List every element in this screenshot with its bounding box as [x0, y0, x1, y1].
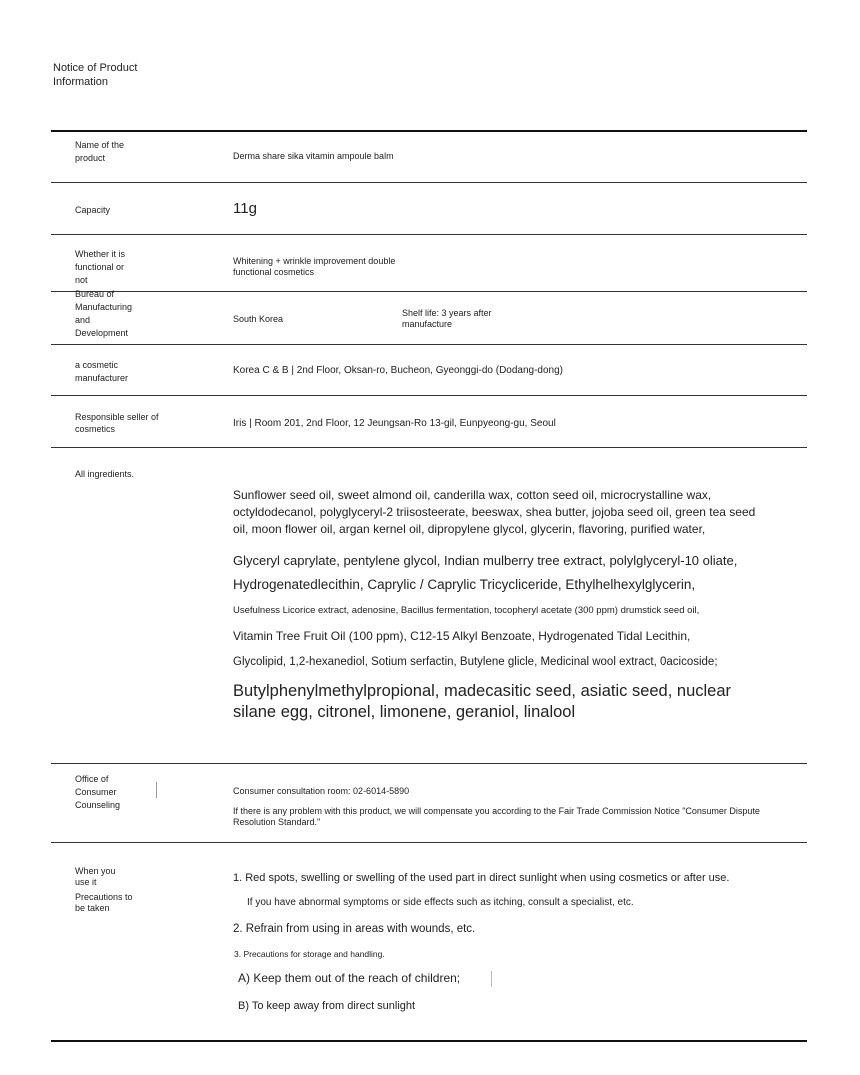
value-functional: Whitening + wrinkle improvement double functional cosmetics [233, 256, 396, 277]
ingredients-line: Hydrogenatedlecithin, Caprylic / Caprylic Tricycliceride, Ethylhelhexylglycerin, [233, 577, 696, 592]
value-manufacturer: Korea C & B | 2nd Floor, Oksan-ro, Bucheon, Gyeonggi-do (Dodang-dong) [233, 365, 564, 376]
ingredients-line: silane egg, citronel, limonene, geraniol, linalool [233, 703, 576, 721]
row-divider [51, 763, 807, 764]
ingredients-line: Glyceryl caprylate, pentylene glycol, Indian mulberry tree extract, polylglyceryl-10 oliate, [233, 553, 738, 568]
value-dispute-notice: If there is any problem with this product, we will compensate you according to the Fair Trade Commission Notice "Consumer Dispute Resolution Standard." [233, 806, 760, 827]
precaution-item: 2. Refrain from using in areas with wounds, etc. [233, 923, 476, 935]
row-divider [51, 234, 807, 235]
ingredients-line: Sunflower seed oil, sweet almond oil, canderilla wax, cotton seed oil, microcrystalline wax, [233, 488, 712, 502]
ingredients-line: Usefulness Licorice extract, adenosine, Bacillus fermentation, tocopheryl acetate (300 ppm) drumstick seed oil, [233, 605, 700, 616]
precaution-item: 1. Red spots, swelling or swelling of the used part in direct sunlight when using cosmetics or after use. [233, 872, 730, 884]
page-title: Notice of Product Information [53, 62, 138, 88]
label-product-name: Name of the product [75, 140, 125, 163]
ingredients-line: Glycolipid, 1,2-hexanediol, Sotium serfactin, Butylene glicle, Medicinal wool extract, 0acicoside; [233, 656, 718, 668]
row-divider [51, 291, 807, 292]
row-divider [51, 344, 807, 345]
label-bureau: Bureau of Manufacturing and Development [75, 289, 133, 338]
label-capacity: Capacity [75, 205, 111, 215]
table-top-rule [51, 130, 807, 132]
precaution-item: B) To keep away from direct sunlight [238, 1000, 416, 1012]
row-divider [51, 395, 807, 396]
label-seller: Responsible seller of cosmetics [75, 412, 159, 434]
divider-mark [156, 782, 157, 798]
ingredients-line: octyldodecanol, polyglyceryl-2 triisosteerate, beeswax, shea butter, jojoba seed oil, green tea seed [233, 505, 756, 519]
value-country: South Korea [233, 314, 284, 324]
precaution-item: 3. Precautions for storage and handling. [234, 949, 385, 959]
row-divider [51, 842, 807, 843]
ingredients-line: Vitamin Tree Fruit Oil (100 ppm), C12-15 Alkyl Benzoate, Hydrogenated Tidal Lecithin, [233, 629, 691, 643]
label-ingredients: All ingredients. [75, 469, 135, 479]
row-divider [51, 182, 807, 183]
divider-mark [491, 971, 492, 987]
ingredients-line: oil, moon flower oil, argan kernel oil, dipropylene glycol, glycerin, flavoring, purified water, [233, 522, 706, 536]
table-bottom-rule [51, 1040, 807, 1042]
value-shelf-life: Shelf life: 3 years after manufacture [402, 308, 492, 329]
precaution-item: A) Keep them out of the reach of children; [238, 971, 461, 985]
ingredients-line: Butylphenylmethylpropional, madecasitic seed, asiatic seed, nuclear [233, 682, 732, 700]
label-functional: Whether it is functional or not [75, 249, 126, 285]
label-manufacturer: a cosmetic manufacturer [75, 360, 129, 383]
label-when-use: When you use it [75, 866, 116, 887]
precaution-item: If you have abnormal symptoms or side effects such as itching, consult a specialist, etc. [247, 897, 634, 908]
label-precautions: Precautions to be taken [75, 892, 133, 913]
label-counseling: Office of Consumer Counseling [75, 774, 121, 810]
value-capacity: 11g [233, 200, 257, 217]
value-seller: Iris | Room 201, 2nd Floor, 12 Jeungsan-Ro 13-gil, Eunpyeong-gu, Seoul [233, 418, 556, 429]
value-product-name: Derma share sika vitamin ampoule balm [233, 151, 394, 161]
row-divider [51, 447, 807, 448]
value-consultation-phone: Consumer consultation room: 02-6014-5890 [233, 786, 410, 796]
